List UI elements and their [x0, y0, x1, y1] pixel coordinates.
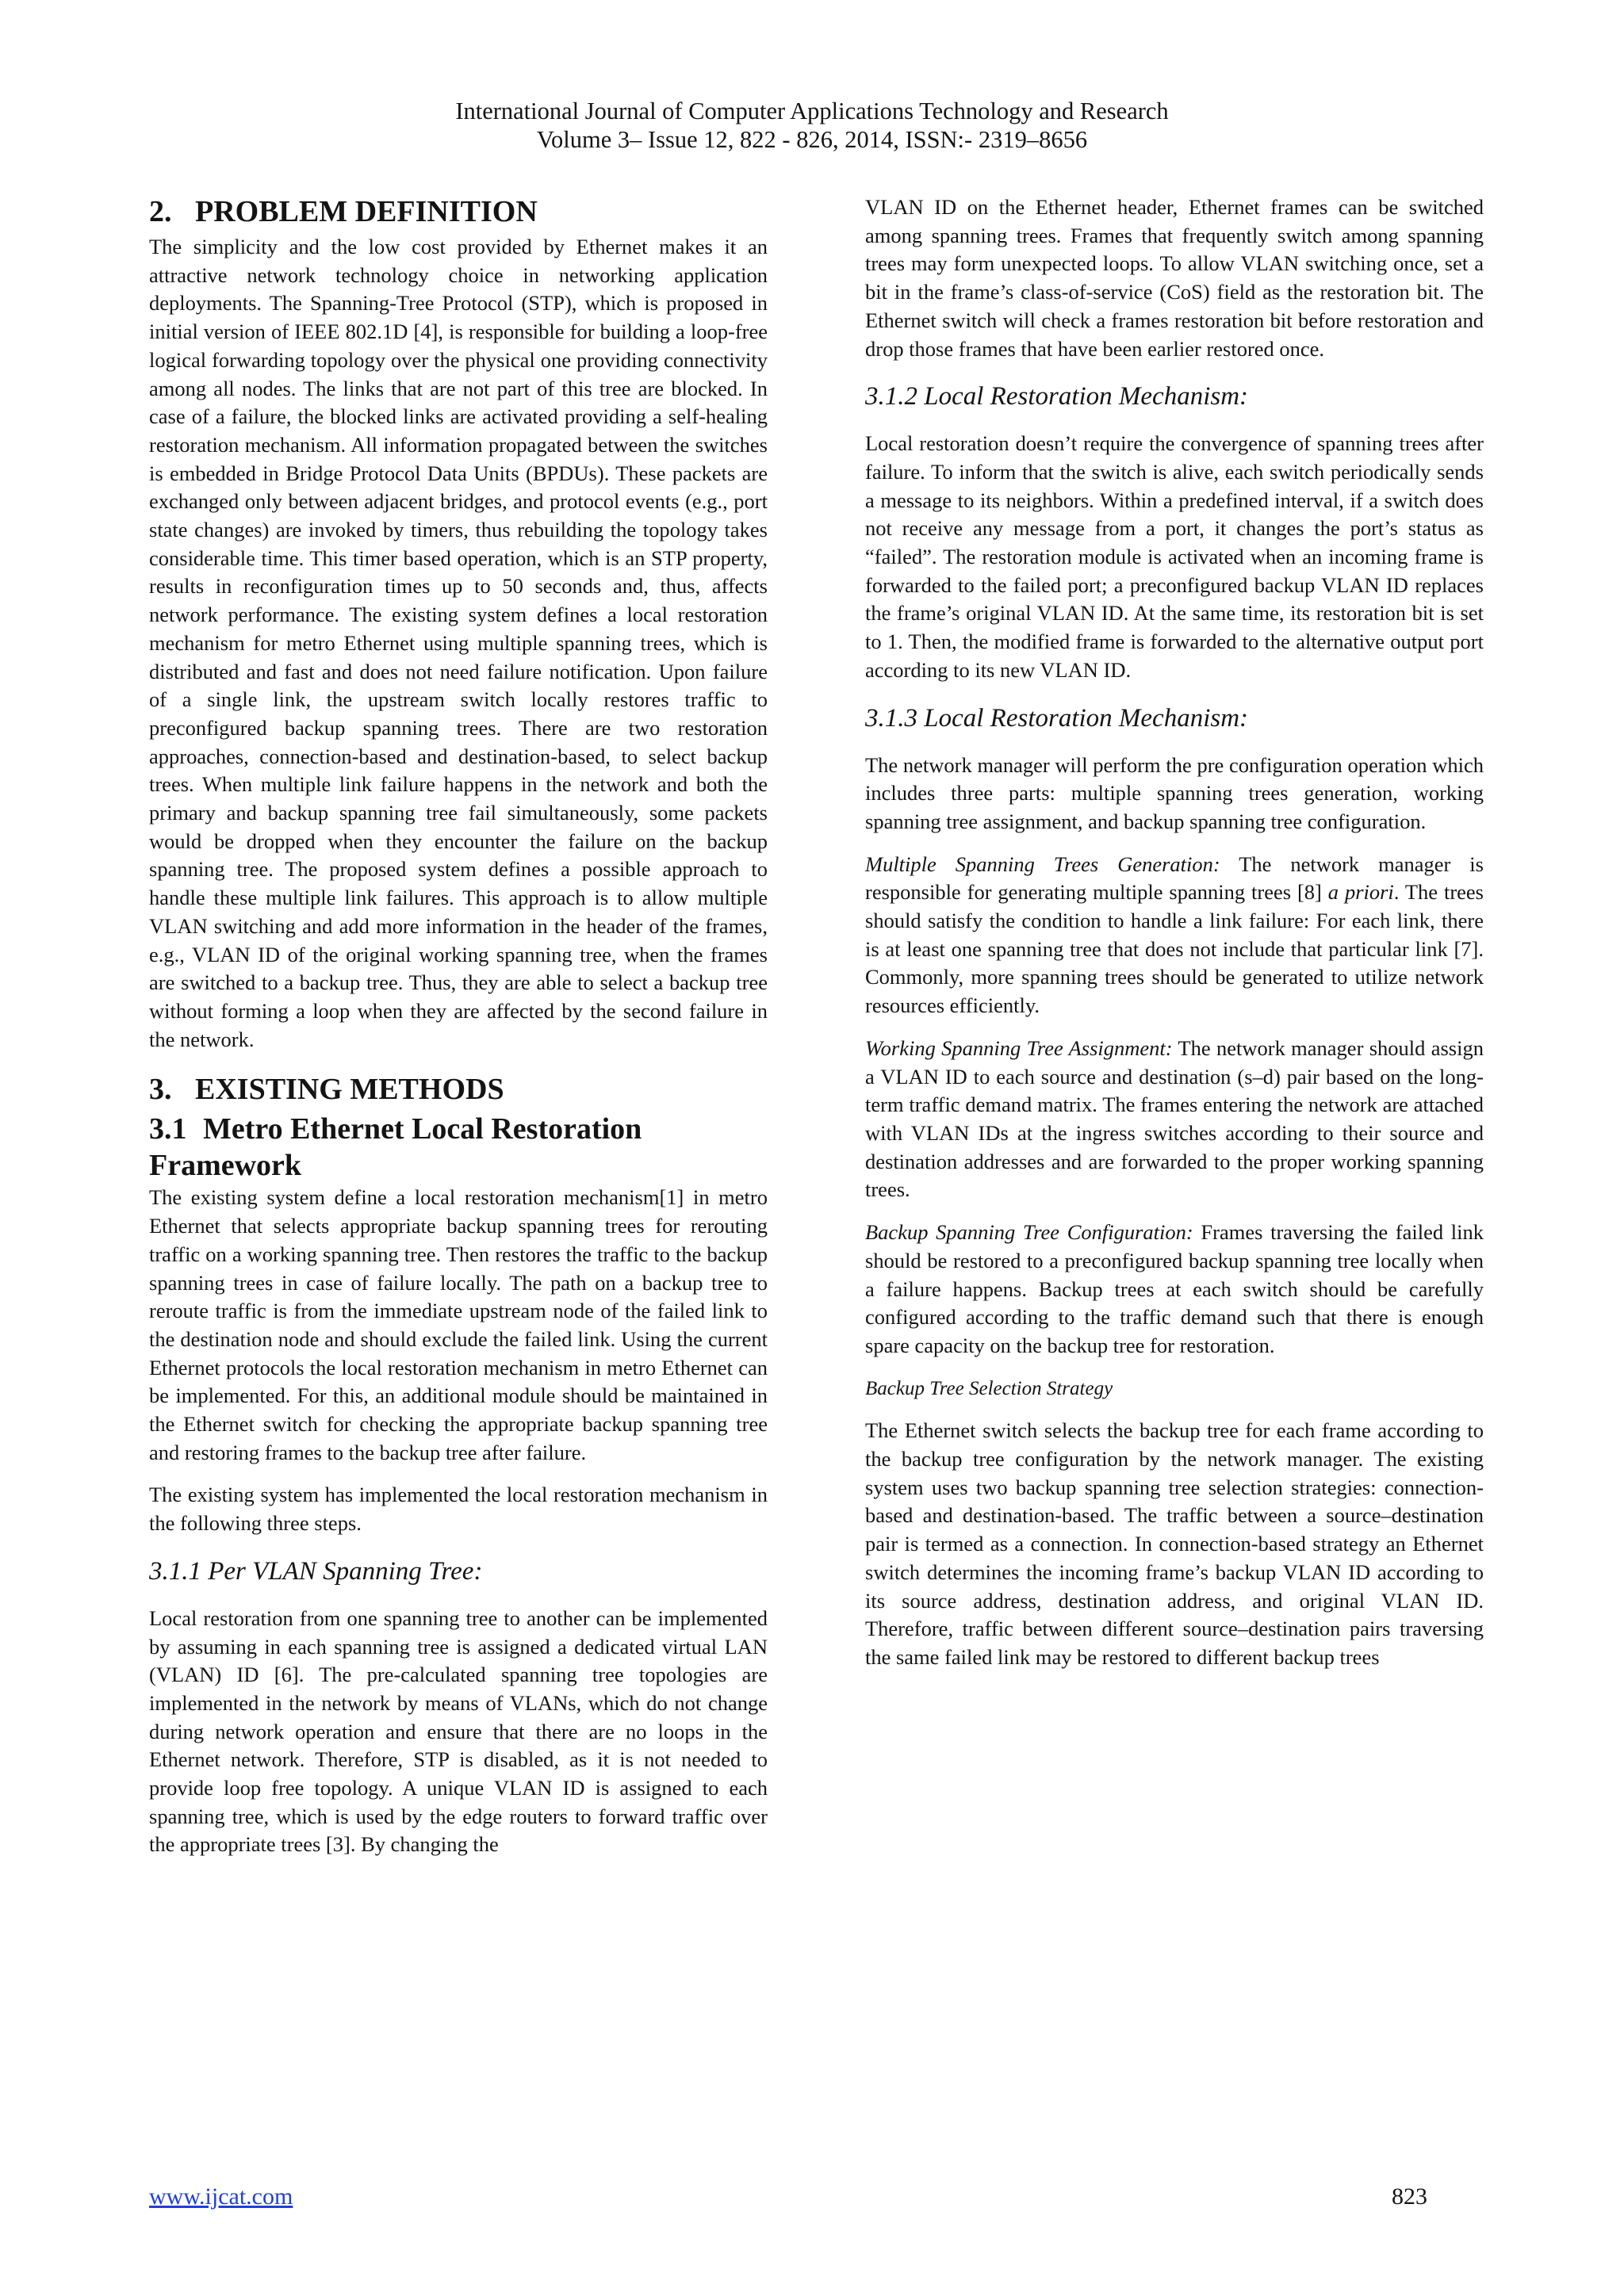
- mst-generation-label: Multiple Spanning Trees Generation:: [865, 851, 1220, 876]
- per-vlan-paragraph-part-1: Local restoration from one spanning tree to another can be implemented by assuming in each spanning tree is assigned a dedicated virtual LAN (VLAN) ID [6]. The pre-calculated spanning tree topologies are implemented in the network by means of VLANs, which do not change during network operation and ensure that there are no loops in the Ethernet network. Therefore, STP is disabled, as it is not needed to provide loop free topology. A unique VLAN ID is assigned to each spanning tree, which is used by the edge routers to forward traffic over the appropriate trees [3]. By changing the: [149, 1605, 768, 1857]
- working-tree-assignment-text: The network manager should assign a VLAN ID to each source and destination (s–d) pair based on the long-term traffic demand matrix. The frames entering the network are attached with VLAN IDs at the ingress switches according to their source and destination addresses and are forwarded to the proper working spanning trees.: [865, 1035, 1484, 1202]
- backup-tree-configuration-paragraph: [865, 1219, 1484, 1360]
- a-priori-term: a priori: [1327, 880, 1394, 905]
- section-2-title: PROBLEM DEFINITION: [195, 195, 538, 228]
- mst-generation-text-a: The network manager is responsible for generating multiple spanning trees [8]: [865, 851, 1484, 905]
- backup-tree-configuration-text: Frames traversing the failed link should be restored to a preconfigured backup spanning tree locally when a failure happens. Backup trees at each switch should be carefully configured according to the traffic demand such that there is enough spare capacity on the backup tree for restoration.: [865, 1220, 1484, 1357]
- mst-generation-text-b: . The trees should satisfy the condition to handle a link failure: For each link, there is at least one spanning tree that does not include that particular link [7]. Commonly, more spanning trees should be generated to utilize network resources efficiently.: [865, 880, 1484, 1018]
- journal-volume: Volume 3– Issue 12, 822 - 826, 2014, ISSN:- 2319–8656: [536, 126, 1088, 153]
- journal-website-link[interactable]: www.ijcat.com: [149, 2183, 293, 2210]
- backup-tree-configuration-label: Backup Spanning Tree Configuration:: [865, 1220, 1193, 1245]
- problem-definition-paragraph: The simplicity and the low cost provided by Ethernet makes it an attractive network technology choice in networking application deployments. The Spanning-Tree Protocol (STP), which is proposed in initial version of IEEE 802.1D [4], is responsible for building a loop-free logical forwarding topology over the physical one providing connectivity among all nodes. The links that are not part of this tree are blocked. In case of a failure, the blocked links are activated providing a self-healing restoration mechanism. All information propagated between the switches is embedded in Bridge Protocol Data Units (BPDUs). These packets are exchanged only between adjacent bridges, and protocol events (e.g., port state changes) are invoked by timers, thus rebuilding the topology takes considerable time. This timer based operation, which is an STP property, results in reconfiguration times up to 50 seconds and, thus, affects network performance. The existing system defines a local restoration mechanism for metro Ethernet using multiple spanning trees, which is distributed and fast and does not need failure notification. Upon failure of a single link, the upstream switch locally restores traffic to preconfigured backup spanning trees. There are two restoration approaches, connection-based and destination-based, to select backup trees. When multiple link failure happens in the network and both the primary and backup spanning tree fail simultaneously, some packets would be dropped when they encounter the failure on the backup spanning tree. The proposed system defines a possible approach to handle these multiple link failures. This approach is to allow multiple VLAN switching and add more information in the header of the frames, e.g., VLAN ID of the original working spanning tree, when the frames are switched to a backup tree. Thus, they are able to select a backup tree without forming a loop when they are affected by the second failure in the network.: [149, 235, 768, 1051]
- journal-header: [0, 97, 1624, 154]
- section-3-1-number: 3.1: [149, 1112, 187, 1146]
- backup-strategy-heading: Backup Tree Selection Strategy: [865, 1377, 1113, 1399]
- section-2-number: 2.: [149, 195, 172, 228]
- per-vlan-paragraph-part-2: VLAN ID on the Ethernet header, Ethernet frames can be switched among spanning trees. Frames that frequently switch among spanning trees may form unexpected loops. To allow VLAN switching once, set a bit in the frame’s class-of-service (CoS) field as the restoration bit. The Ethernet switch will check a frames restoration bit before restoration and drop those frames that have been earlier restored once.: [865, 195, 1484, 361]
- existing-methods-paragraph-2: The existing system has implemented the local restoration mechanism in the following three steps.: [149, 1483, 768, 1536]
- section-3-1-3-heading: 3.1.3 Local Restoration Mechanism:: [865, 703, 1249, 733]
- local-restoration-paragraph: Local restoration doesn’t require the convergence of spanning trees after failure. To inform that the switch is alive, each switch periodically sends a message to its neighbors. Within a predefined interval, if a switch does not receive any message from a port, it changes the port’s status as “failed”. The restoration module is activated when an incoming frame is forwarded to the failed port; a preconfigured backup VLAN ID replaces the frame’s original VLAN ID. At the same time, its restoration bit is set to 1. Then, the modified frame is forwarded to the alternative output port according to its new VLAN ID.: [865, 431, 1484, 682]
- section-3-number: 3.: [149, 1073, 172, 1107]
- section-3-heading: [149, 1071, 768, 1108]
- section-3-1-title: Metro Ethernet Local Restoration Framework: [149, 1112, 642, 1183]
- right-column: [865, 193, 1484, 1686]
- section-3-1-2-heading: 3.1.2 Local Restoration Mechanism:: [865, 382, 1249, 411]
- section-3-1-1-heading: 3.1.1 Per VLAN Spanning Tree:: [149, 1556, 483, 1586]
- backup-strategy-paragraph: The Ethernet switch selects the backup tree for each frame according to the backup tree configuration by the network manager. The existing system uses two backup spanning tree selection strategies: connection-based and destination-based. The traffic between a source–destination pair is termed as a connection. In connection-based strategy an Ethernet switch determines the incoming frame’s backup VLAN ID according to its source address, destination address, and original VLAN ID. Therefore, traffic between different source–destination pairs traversing the same failed link may be restored to different backup trees: [865, 1418, 1484, 1669]
- left-column: [149, 193, 768, 1859]
- preconfiguration-intro-paragraph: The network manager will perform the pre configuration operation which includes three parts: multiple spanning trees generation, working spanning tree assignment, and backup spanning tree configuration.: [865, 752, 1484, 833]
- working-tree-assignment-paragraph: [865, 1035, 1484, 1204]
- journal-title: International Journal of Computer Applications Technology and Research: [455, 98, 1169, 124]
- section-2-heading: [149, 193, 768, 230]
- working-tree-assignment-label: Working Spanning Tree Assignment:: [865, 1035, 1173, 1060]
- section-3-1-heading: [149, 1111, 768, 1184]
- existing-methods-paragraph-1: The existing system define a local restoration mechanism[1] in metro Ethernet that selects appropriate backup spanning trees for rerouting traffic on a working spanning tree. Then restores the traffic to the backup spanning trees in case of failure locally. The path on a backup tree to reroute traffic is from the immediate upstream node of the failed link to the destination node and should exclude the failed link. Using the current Ethernet protocols the local restoration mechanism in metro Ethernet can be implemented. For this, an additional module should be maintained in the Ethernet switch for checking the appropriate backup spanning tree and restoring frames to the backup tree after failure.: [149, 1185, 768, 1464]
- page-number: 823: [1392, 2183, 1427, 2210]
- section-3-title: EXISTING METHODS: [195, 1073, 504, 1107]
- mst-generation-paragraph: [865, 851, 1484, 1020]
